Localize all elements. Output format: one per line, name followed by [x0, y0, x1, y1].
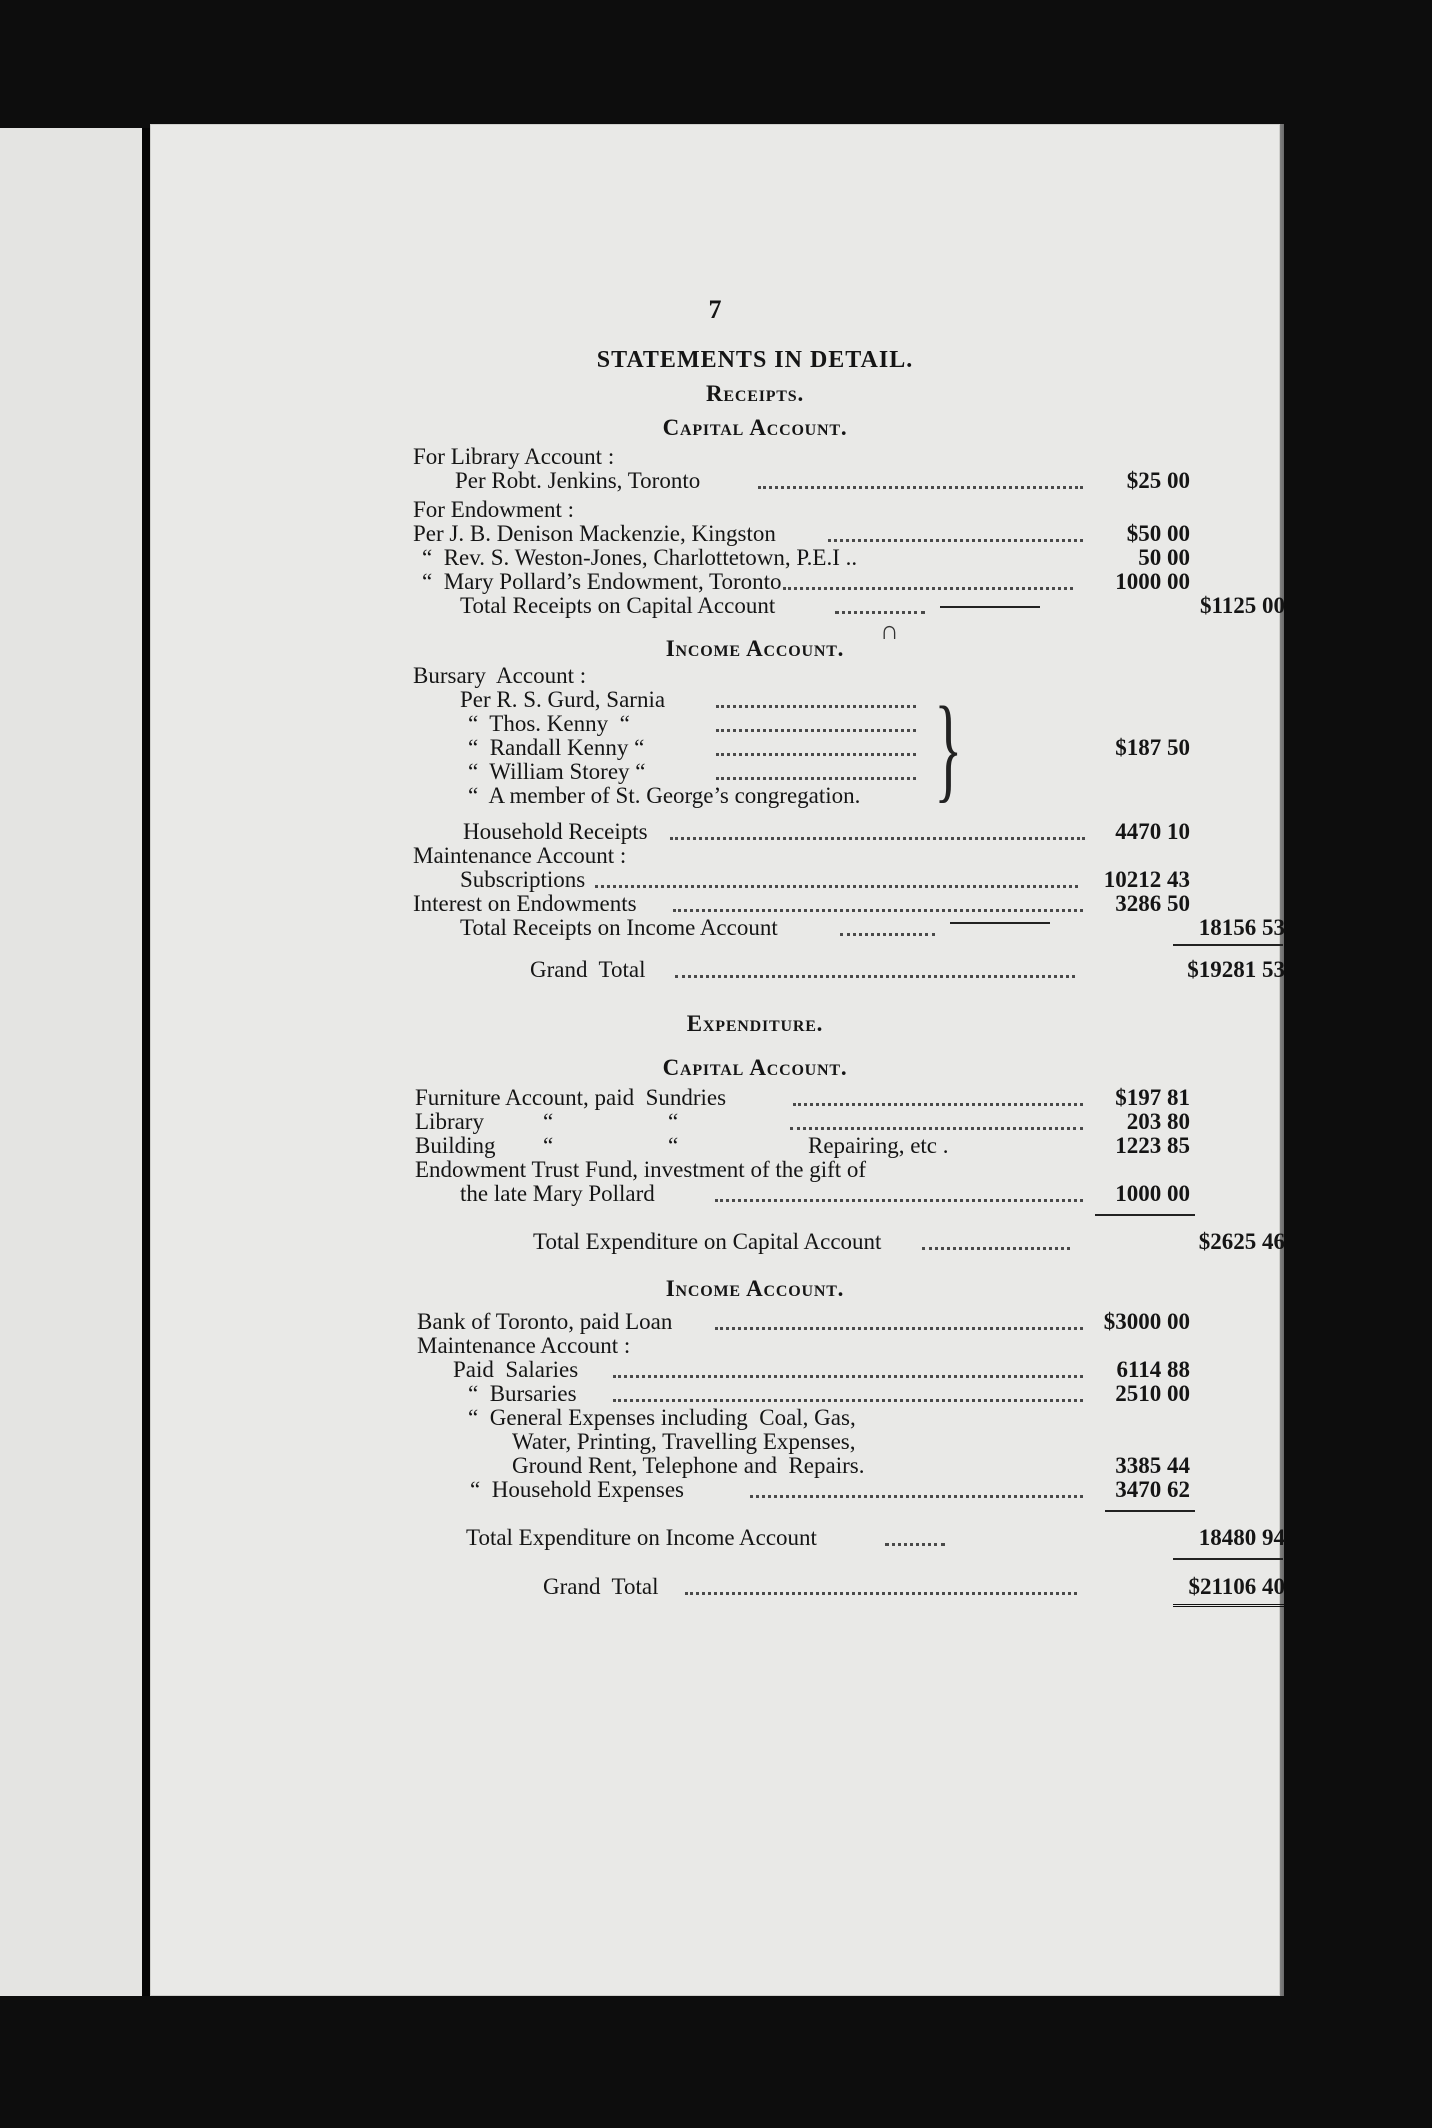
bursary-amount: $187 50 — [1115, 735, 1190, 760]
general-expenses-line-3: Ground Rent, Telephone and Repairs. — [512, 1453, 865, 1478]
library-line-label: Per Robt. Jenkins, Toronto — [455, 468, 701, 493]
general-expenses-line-2: Water, Printing, Travelling Expenses, — [512, 1429, 856, 1454]
bursaries-amount: 2510 00 — [1115, 1381, 1190, 1406]
building-label: Building — [415, 1133, 496, 1158]
page-number: 7 — [708, 295, 722, 324]
income-exp-total-amount: 18480 94 — [1198, 1525, 1285, 1550]
capital-exp-total-label: Total Expenditure on Capital Account — [533, 1229, 882, 1254]
pencil-mark: ∩ — [880, 616, 899, 645]
household-exp-amount: 3470 62 — [1115, 1477, 1190, 1502]
receipts-capital-title: Capital Account. — [662, 415, 848, 440]
endowment-line-2-label: “ Rev. S. Weston-Jones, Charlottetown, P.E.I .. — [422, 545, 858, 570]
expenditure-grand-total-label: Grand Total — [543, 1574, 659, 1599]
household-receipts-amount: 4470 10 — [1115, 819, 1190, 844]
general-expenses-amount: 3385 44 — [1115, 1453, 1190, 1478]
ditto-mark: “ — [668, 1133, 679, 1158]
receipts-grand-total-amount: $19281 53 — [1187, 957, 1285, 982]
furniture-amount: $197 81 — [1115, 1085, 1190, 1110]
grand-total-double-rule — [1173, 1604, 1285, 1611]
document-page — [150, 124, 1285, 1996]
expenditure-title: Expenditure. — [686, 1011, 824, 1036]
bursary-donor-3: “ Randall Kenny “ — [468, 735, 645, 760]
endowment-line-2-amount: 50 00 — [1138, 545, 1190, 570]
leader-dots — [673, 909, 1083, 912]
expenditure-capital-title: Capital Account. — [662, 1055, 848, 1080]
bursary-donor-2: “ Thos. Kenny “ — [468, 711, 630, 736]
maintenance-exp-header: Maintenance Account : — [417, 1333, 631, 1358]
building-amount: 1223 85 — [1115, 1133, 1190, 1158]
household-receipts-label: Household Receipts — [463, 819, 648, 844]
furniture-label: Furniture Account, paid Sundries — [415, 1085, 727, 1110]
capital-receipts-total-amount: $1125 00 — [1200, 593, 1285, 618]
leader-dots — [715, 1199, 1083, 1202]
endowment-line-1-label: Per J. B. Denison Mackenzie, Kingston — [413, 521, 776, 546]
interest-amount: 3286 50 — [1115, 891, 1190, 916]
capital-exp-total-amount: $2625 46 — [1198, 1229, 1285, 1254]
leader-dots — [716, 705, 916, 708]
leader-dots — [835, 611, 925, 614]
bursary-donor-4: “ William Storey “ — [468, 759, 646, 784]
bank-loan-amount: $3000 00 — [1103, 1309, 1190, 1334]
leader-dots — [783, 587, 1073, 590]
ditto-mark: “ — [543, 1109, 554, 1134]
subtotal-rule — [1105, 1510, 1195, 1512]
leader-dots — [716, 777, 916, 780]
endowment-line-3-label: “ Mary Pollard’s Endowment, Toronto — [422, 569, 782, 594]
income-receipts-total-label: Total Receipts on Income Account — [460, 915, 778, 940]
leader-dots — [595, 885, 1078, 888]
leader-dots — [685, 1592, 1077, 1595]
total-rule — [1173, 944, 1283, 946]
capital-receipts-total-label: Total Receipts on Capital Account — [460, 593, 776, 618]
endowment-trust-line-1: Endowment Trust Fund, investment of the gift of — [415, 1157, 867, 1182]
library-exp-amount: 203 80 — [1126, 1109, 1190, 1134]
leader-dots — [670, 837, 1085, 840]
expenditure-income-title: Income Account. — [665, 1276, 845, 1301]
leader-dots — [716, 753, 916, 756]
bursaries-label: “ Bursaries — [468, 1381, 577, 1406]
interest-label: Interest on Endowments — [413, 891, 637, 916]
bracket-brace: } — [934, 682, 963, 813]
subscriptions-label: Subscriptions — [460, 867, 586, 892]
leader-dots — [840, 933, 935, 936]
leader-dots — [922, 1247, 1070, 1250]
receipts-grand-total-label: Grand Total — [530, 957, 646, 982]
leader-dots — [613, 1375, 1083, 1378]
total-rule — [1173, 1558, 1283, 1560]
ditto-mark: “ — [668, 1109, 679, 1134]
household-exp-label: “ Household Expenses — [470, 1477, 684, 1502]
bursary-donor-1: Per R. S. Gurd, Sarnia — [460, 687, 666, 712]
subtotal-rule — [940, 606, 1040, 608]
book-spine — [142, 128, 150, 1996]
receipts-income-title: Income Account. — [665, 636, 845, 661]
page-heading: STATEMENTS IN DETAIL. — [596, 347, 914, 373]
leader-dots — [758, 486, 1083, 489]
subtotal-rule — [1095, 1214, 1195, 1216]
endowment-trust-amount: 1000 00 — [1115, 1181, 1190, 1206]
leader-dots — [675, 975, 1075, 978]
income-exp-total-label: Total Expenditure on Income Account — [466, 1525, 817, 1550]
receipts-title: Receipts. — [705, 381, 805, 406]
income-receipts-total-amount: 18156 53 — [1198, 915, 1285, 940]
building-extra: Repairing, etc . — [808, 1133, 949, 1158]
endowment-line-1-amount: $50 00 — [1126, 521, 1190, 546]
leader-dots — [715, 1327, 1083, 1330]
maintenance-header: Maintenance Account : — [413, 843, 627, 868]
library-exp-label: Library — [415, 1109, 484, 1134]
leader-dots — [716, 729, 916, 732]
library-account-header: For Library Account : — [413, 444, 615, 469]
expenditure-grand-total-amount: $21106 40 — [1188, 1574, 1285, 1599]
leader-dots — [613, 1399, 1083, 1402]
endowment-header: For Endowment : — [413, 497, 574, 522]
bursary-donor-5: “ A member of St. George’s congregation. — [468, 783, 861, 808]
salaries-label: Paid Salaries — [453, 1357, 579, 1382]
library-line-amount: $25 00 — [1126, 468, 1190, 493]
bank-loan-label: Bank of Toronto, paid Loan — [417, 1309, 673, 1334]
subscriptions-amount: 10212 43 — [1103, 867, 1190, 892]
ditto-mark: “ — [543, 1133, 554, 1158]
endowment-trust-line-2-label: the late Mary Pollard — [460, 1181, 655, 1206]
general-expenses-line-1: “ General Expenses including Coal, Gas, — [468, 1405, 856, 1430]
endowment-line-3-amount: 1000 00 — [1115, 569, 1190, 594]
salaries-amount: 6114 88 — [1116, 1357, 1190, 1382]
facing-page-edge — [0, 128, 142, 1996]
subtotal-rule — [950, 922, 1050, 924]
leader-dots — [750, 1495, 1083, 1498]
leader-dots — [885, 1543, 945, 1546]
bursary-header: Bursary Account : — [413, 663, 587, 688]
